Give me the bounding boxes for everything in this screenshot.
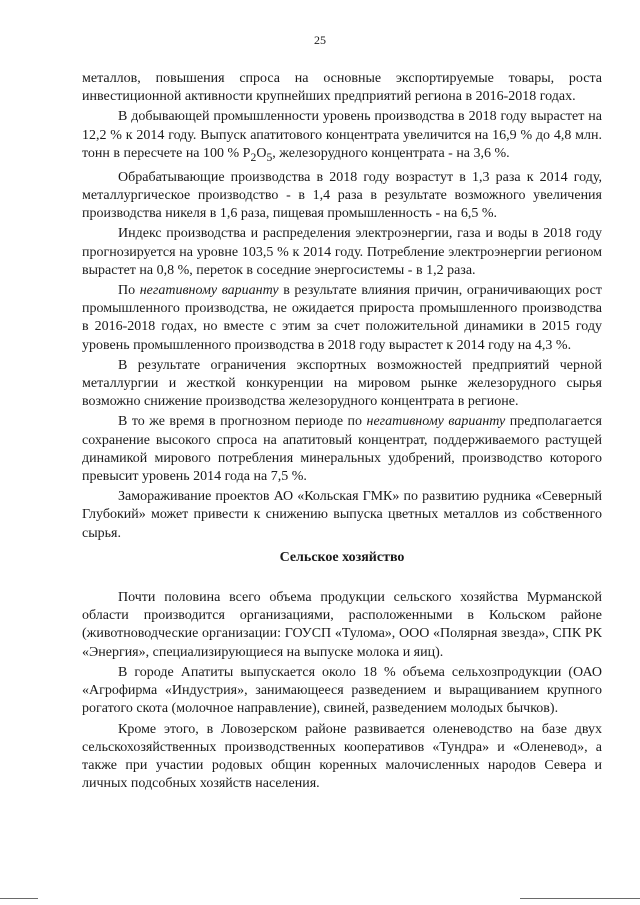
paragraph-2-subscript-1: 2 (250, 150, 257, 164)
paragraph-2-text-a: В добывающей промышленности уровень производства в 2018 году вырастет на 12,2 % к 2014 году. Выпуск апатитового концентрата увеличится на 16,9 % до 4,8 млн. тонн в пересчете на 100 % P (82, 109, 602, 161)
paragraph-7 (82, 413, 602, 486)
paragraph-5-emphasis: негативному варианту (139, 283, 279, 299)
paragraph-4: Индекс производства и распределения электроэнергии, газа и воды в 2018 году прогнозируется на уровне 103,5 % к 2014 году. Потребление электроэнергии регионом вырастет на 0,8 %, переток в соседние энергосистемы - в 1,2 раза. (82, 226, 602, 278)
paragraph-2 (82, 108, 602, 166)
page-number: 25 (314, 33, 326, 47)
paragraph-10: В городе Апатиты выпускается около 18 % объема сельхозпродукции (ОАО «Агрофирма «Индустрия», занимающееся разведением и выращиванием крупного рогатого скота (молочное направление), свиней, разведением молодых бычков). (82, 664, 602, 717)
paragraph-7-emphasis: негативному варианту (366, 414, 506, 430)
paragraph-3: Обрабатывающие производства в 2018 году возрастут в 1,3 раза к 2014 году, металлургическое производство - в 1,4 раза в результате возможного увеличения производства никеля в 1,6 раза, пищевая промышленность - на 6,5 %. (82, 169, 602, 222)
footer-rule-right (520, 898, 640, 899)
paragraph-7-text-b: предполагается сохранение высокого спроса на апатитовый концентрат, поддерживаемого растущей динамикой мирового потребления минеральных удобрений, производство которого превысит уровень 2014 года на 7,5 %. (82, 414, 602, 485)
paragraph-2-text-mid: O (256, 145, 267, 161)
paragraph-9: Почти половина всего объема продукции сельского хозяйства Мурманской области производится организациями, расположенными в Кольском районе (животноводческие организации: ГОУСП «Тулома», ООО «Полярная звезда», СПК РК «Энергия», специализирующиеся на выпуске молока и яиц). (82, 590, 602, 660)
paragraph-7-text-a: В то же время в прогнозном периоде по (118, 414, 367, 430)
paragraph-1: металлов, повышения спроса на основные экспортируемые товары, роста инвестиционной активности крупнейших предприятий региона в 2016-2018 годах. (82, 71, 602, 105)
paragraph-8: Замораживание проектов АО «Кольская ГМК» по развитию рудника «Северный Глубокий» может привести к снижению выпуска цветных металлов из собственного сырья. (82, 489, 602, 541)
paragraph-2-text-b: , железорудного концентрата - на 3,6 %. (272, 145, 510, 161)
paragraph-5-text-a: По (118, 283, 140, 299)
paragraph-5 (82, 282, 602, 355)
footer-rule-left (0, 898, 38, 899)
paragraph-11: Кроме этого, в Ловозерском районе развивается оленеводство на базе двух сельскохозяйственных производственных кооперативов «Тундра» и «Оленевод», а также при участии родовых общин коренных малочисленных народов Севера и личных подсобных хозяйств населения. (82, 721, 602, 792)
paragraph-6: В результате ограничения экспортных возможностей предприятий черной металлургии и жесткой конкуренции на мировом рынке железорудного сырья возможно снижение производства железорудного концентрата в регионе. (82, 357, 602, 410)
paragraph-5-text-b: в результате влияния причин, ограничивающих рост промышленного производства, не ожидается прироста промышленного производства в 2016-2018 годах, но вместе с этим за счет положительной динамики в 2015 году уровень промышленного производства в 2018 году вырастет к 2014 году на 4,3 %. (82, 283, 602, 353)
section-heading: Сельское хозяйство (279, 549, 405, 565)
body-text (82, 70, 602, 793)
paragraph-2-subscript-2: 5 (266, 150, 273, 164)
